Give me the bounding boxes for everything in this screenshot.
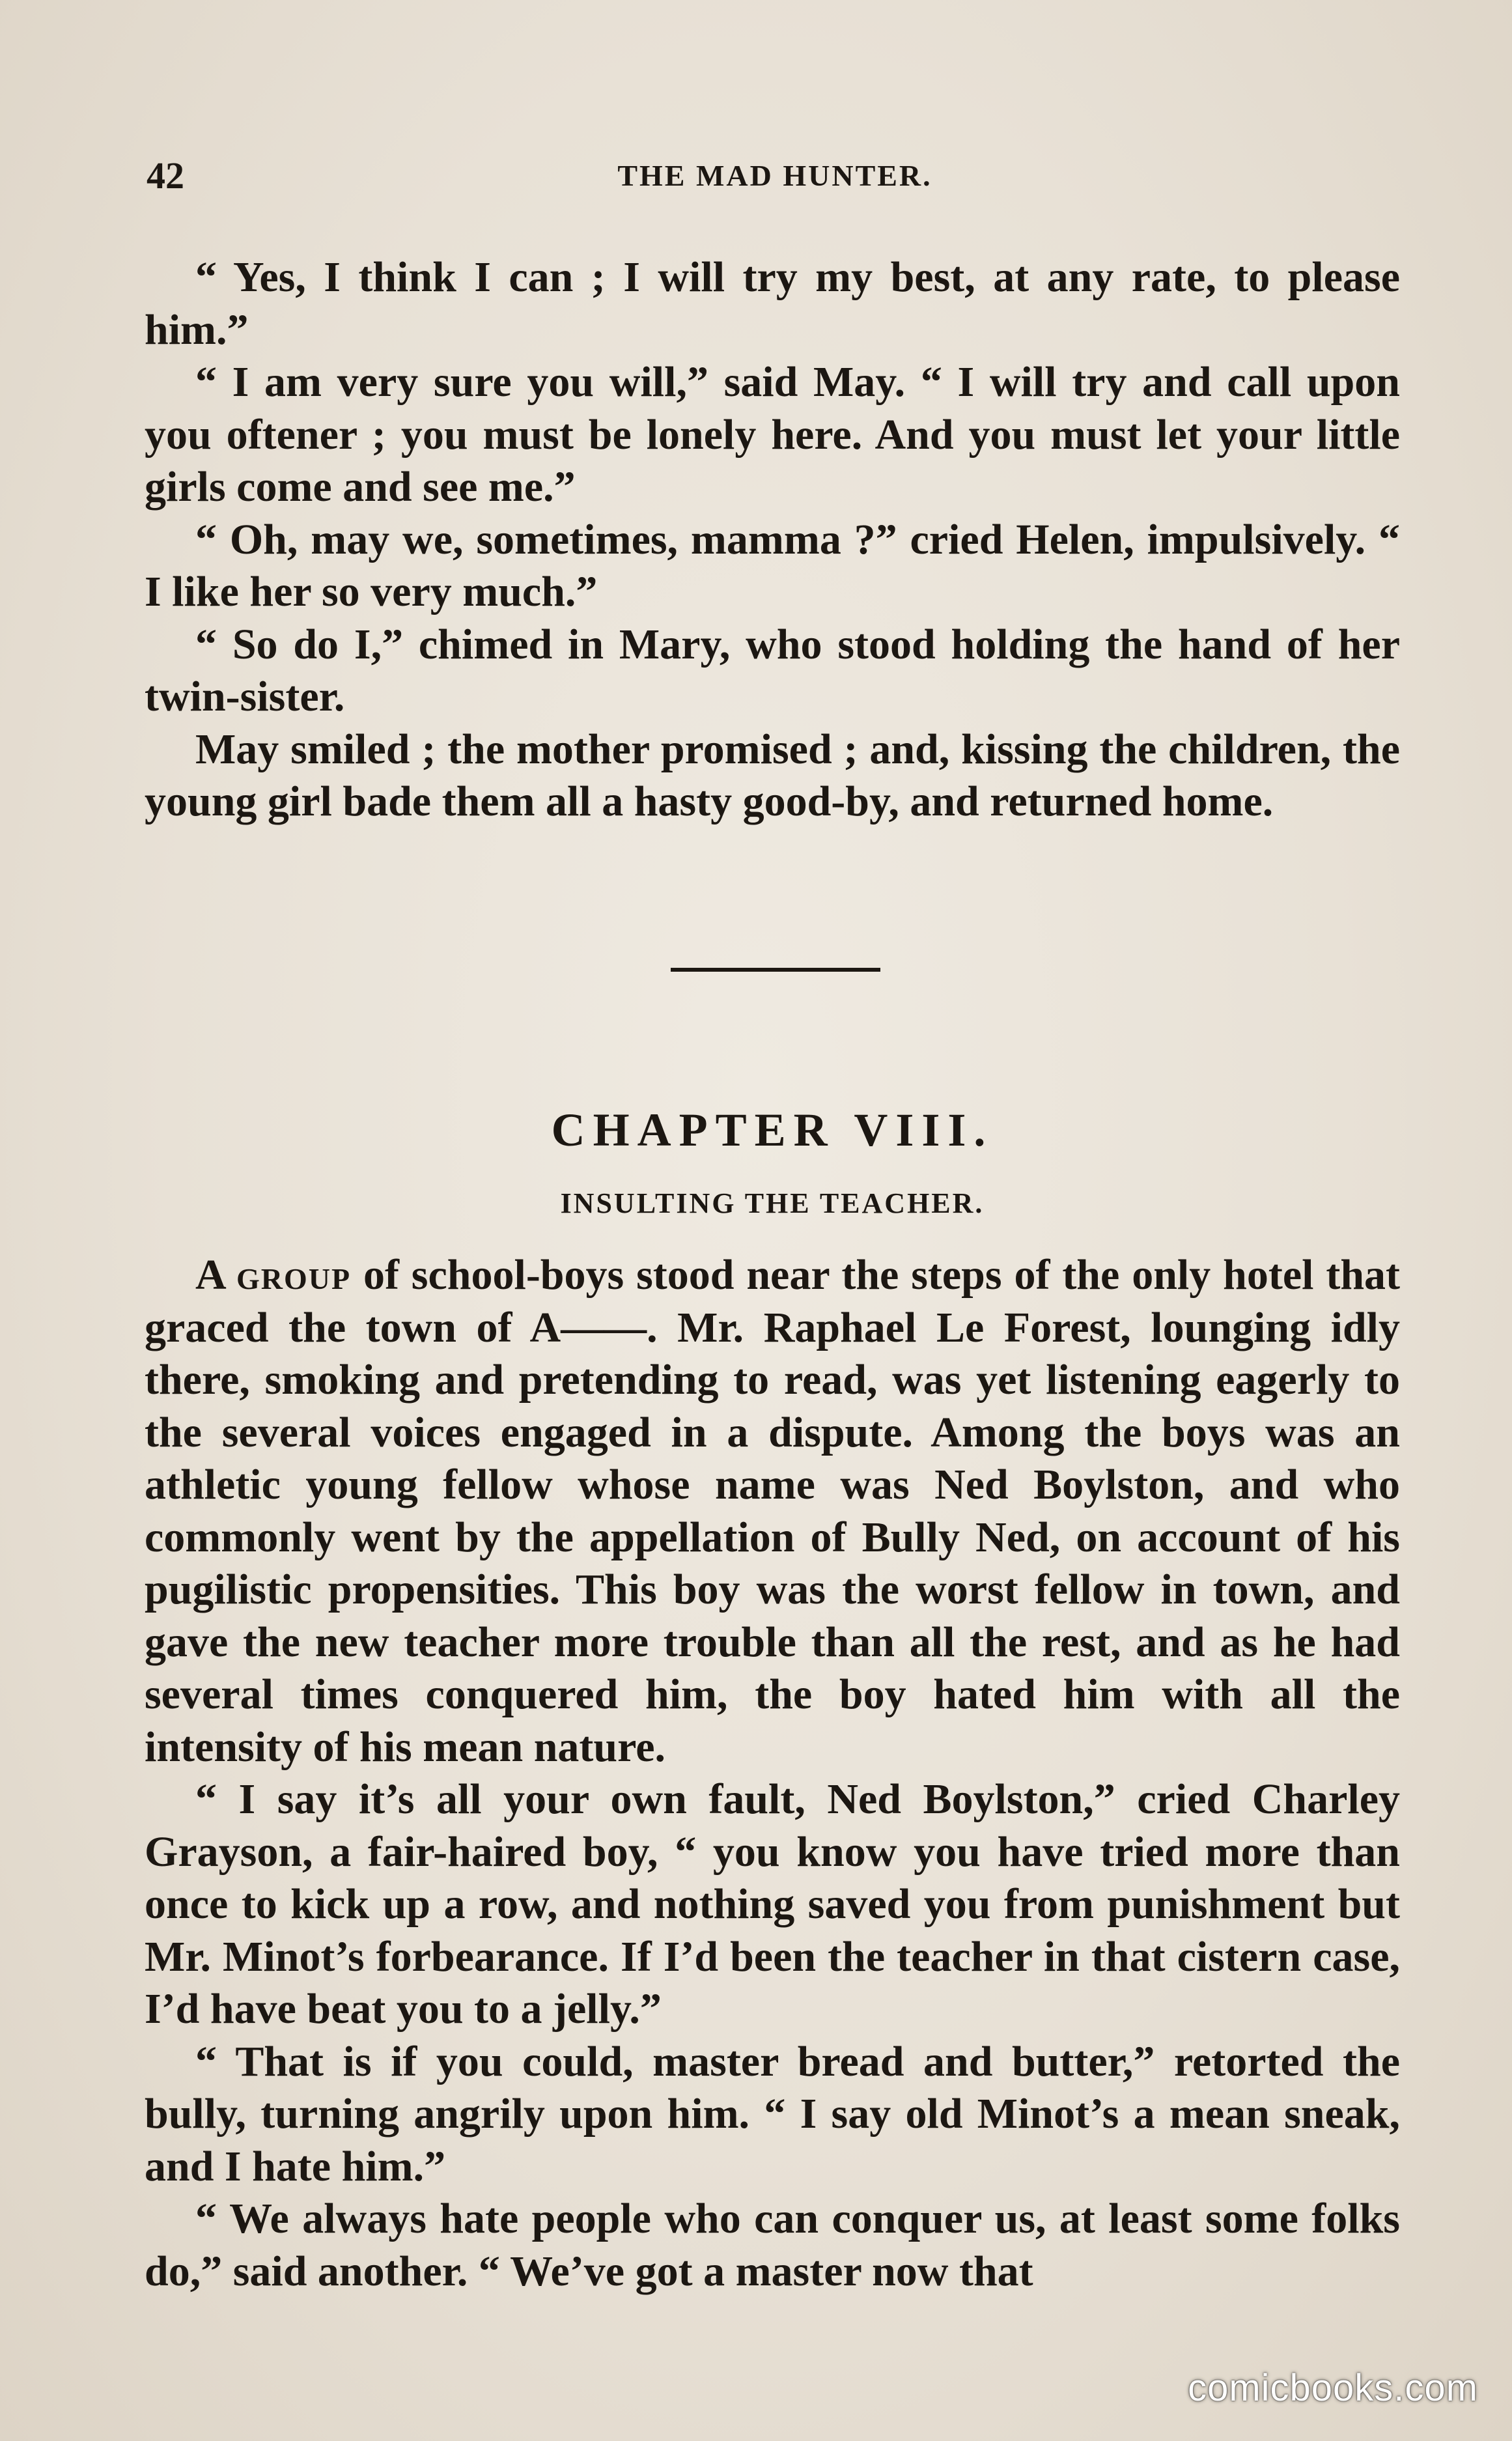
lead-letter: A [195,1251,225,1299]
chapter-opening-paragraph [145,1249,1400,1773]
running-head: THE MAD HUNTER. [617,159,932,192]
section-separator-rule [671,968,880,972]
paragraph: “ I say it’s all your own fault, Ned Boylston,” cried Charley Grayson, a fair-haired boy, “ you know you have tried more than once to kick up a row, and nothing saved you from punishment but Mr. Minot’s forbearance. If I’d been the teacher in that cistern case, I’d have beat you to a jelly.” [145,1775,1400,2033]
paragraph: May smiled ; the mother promised ; and, kissing the children, the young girl bade them all a hasty good-by, and returned home. [145,725,1400,825]
chapter-subtitle: INSULTING THE TEACHER. [560,1187,985,1219]
opening-paragraph-text: of school-boys stood near the steps of the only hotel that graced the town of A——. Mr. Raphael Le Forest, lounging idly there, smoking and pretending to read, was yet listening eagerly to the several voices engaged in a dispute. Among the boys was an athletic young fellow whose name was Ned Boylston, and who commonly went by the appellation of Bully Ned, on account of his pugilistic propensities. This boy was the worst fellow in town, and gave the new teacher more trouble than all the rest, and as he had several times conquered him, the boy hated him with all the intensity of his mean nature. [145,1251,1401,1771]
paragraph: “ We always hate people who can conquer us, at least some folks do,” said another. “ We’ve got a master now that [145,2195,1400,2295]
bottom-text-block [145,1249,1400,2298]
paragraph: “ That is if you could, master bread and butter,” retorted the bully, turning angrily upon him. “ I say old Minot’s a mean sneak, and I hate him.” [145,2037,1400,2190]
site-watermark: comicbooks.com [1188,2367,1478,2409]
paragraph: “ I am very sure you will,” said May. “ I will try and call upon you oftener ; you must be lonely here. And you must let your little girls come and see me.” [145,358,1400,511]
top-text-block [145,251,1400,828]
chapter-title: CHAPTER VIII. [551,1104,994,1156]
paragraph: “ Yes, I think I can ; I will try my best, at any rate, to please him.” [145,253,1400,354]
paragraph: “ Oh, may we, sometimes, mamma ?” cried Helen, impulsively. “ I like her so very much.” [145,515,1400,615]
page-number: 42 [147,154,184,197]
lead-smallcaps: group [236,1251,352,1299]
paragraph: “ So do I,” chimed in Mary, who stood holding the hand of her twin-sister. [145,620,1400,720]
page-header [147,150,1403,202]
